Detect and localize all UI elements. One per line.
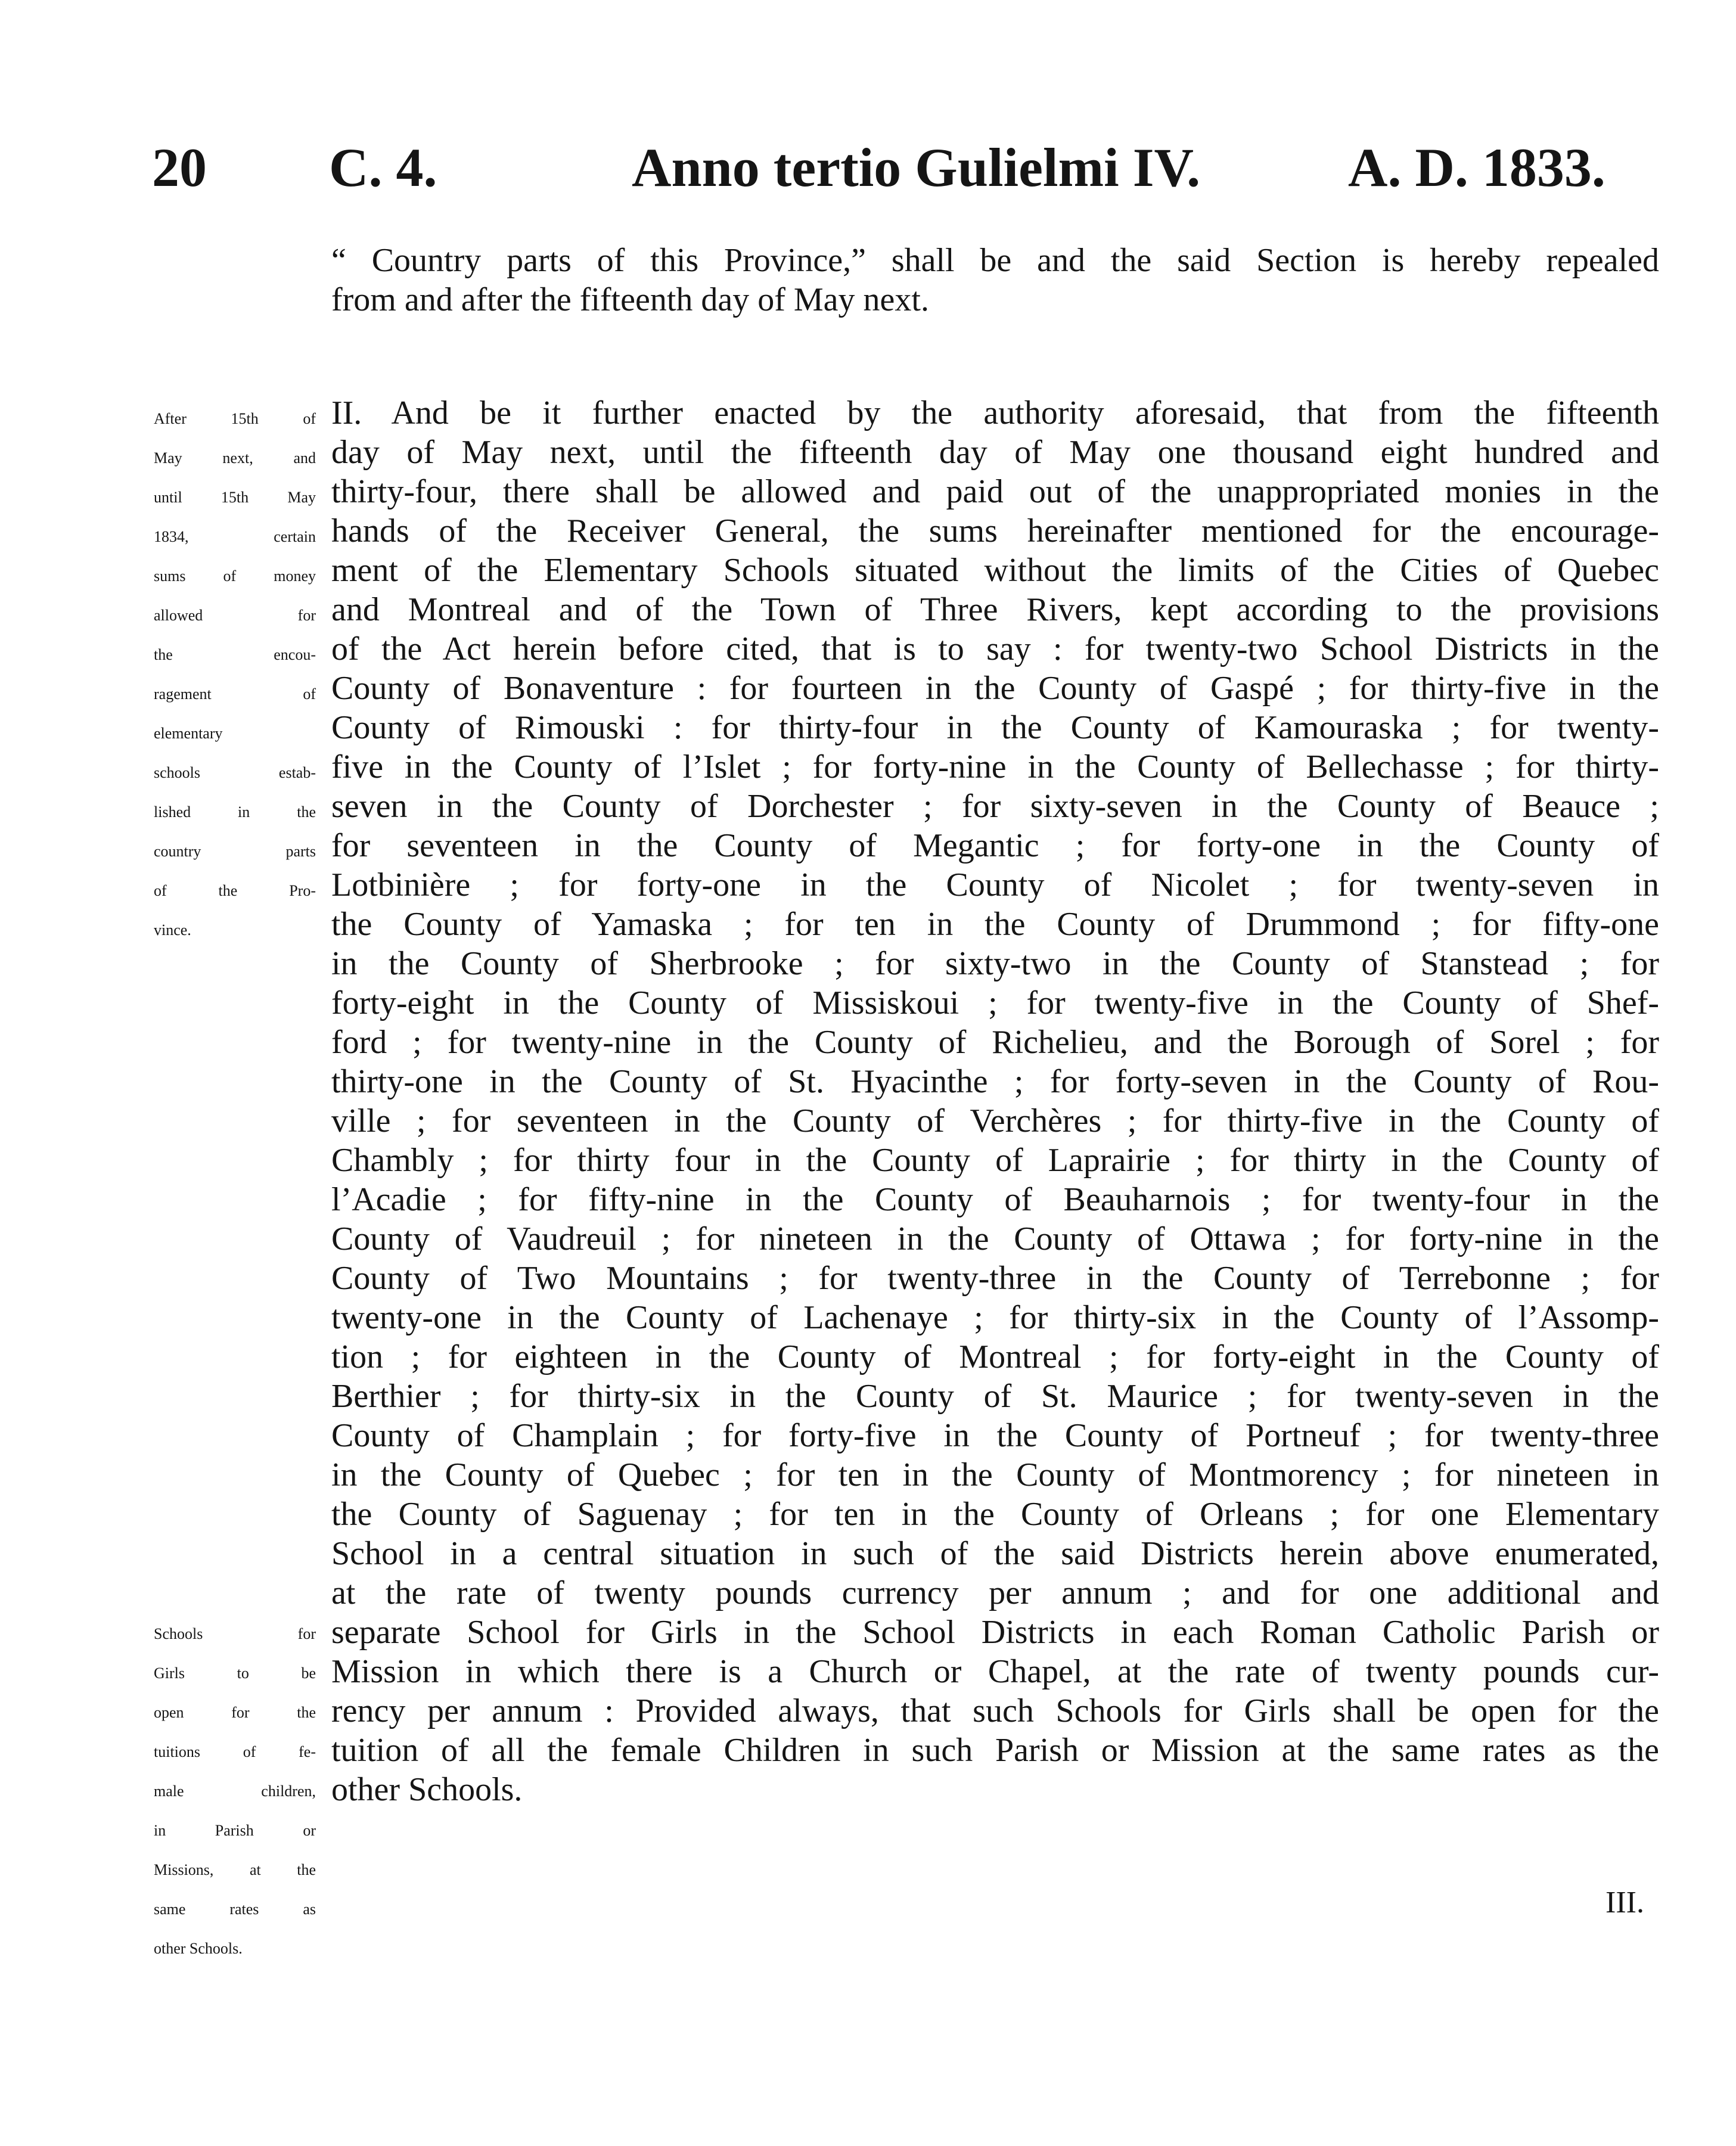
text-line: thirty-four, there shall be allowed and paid out of the unappropriated monies in the [331, 473, 1659, 510]
text-line: forty-eight in the County of Missiskoui ; for twenty-five in the County of Shef- [331, 985, 1659, 1021]
catchword: III. [1605, 1886, 1644, 1920]
text-line: rency per annum : Provided always, that such Schools for Girls shall be open for the [331, 1692, 1659, 1729]
margin-note-line: until 15th May [154, 489, 316, 506]
margin-note-line: Girls to be [154, 1664, 316, 1682]
text-line: twenty-one in the County of Lachenaye ; for thirty-six in the County of l’Assomp- [331, 1299, 1659, 1336]
text-line: day of May next, until the fifteenth day of May one thousand eight hundred and [331, 434, 1659, 471]
text-line: tion ; for eighteen in the County of Montreal ; for forty-eight in the County of [331, 1338, 1659, 1375]
text-line: l’Acadie ; for fifty-nine in the County of Beauharnois ; for twenty-four in the [331, 1181, 1659, 1218]
margin-note-line: same rates as [154, 1900, 316, 1918]
margin-note-section-2 [154, 399, 316, 950]
text-line: hands of the Receiver General, the sums hereinafter mentioned for the encourage- [331, 513, 1659, 549]
margin-note-line: male children, [154, 1782, 316, 1800]
margin-note-line: of the Pro- [154, 882, 316, 899]
margin-note-line: tuitions of fe- [154, 1743, 316, 1760]
text-line: Berthier ; for thirty-six in the County of St. Maurice ; for twenty-seven in the [331, 1378, 1659, 1415]
text-line: from and after the fifteenth day of May next. [331, 281, 929, 318]
text-line: in the County of Quebec ; for ten in the County of Montmorency ; for nineteen in [331, 1456, 1659, 1493]
text-line: tuition of all the female Children in such Parish or Mission at the same rates as the [331, 1732, 1659, 1769]
margin-note-line: Missions, at the [154, 1861, 316, 1878]
margin-note-line: allowed for [154, 607, 316, 624]
text-line: Lotbinière ; for forty-one in the County of Nicolet ; for twenty-seven in [331, 867, 1659, 903]
text-line: County of Champlain ; for forty-five in the County of Portneuf ; for twenty-three [331, 1417, 1659, 1454]
text-line: Mission in which there is a Church or Chapel, at the rate of twenty pounds cur- [331, 1653, 1659, 1690]
margin-note-line: ragement of [154, 685, 316, 703]
text-line: in the County of Sherbrooke ; for sixty-two in the County of Stanstead ; for [331, 945, 1659, 982]
text-line: the County of Yamaska ; for ten in the County of Drummond ; for fifty-one [331, 906, 1659, 943]
page-number: 20 [152, 137, 207, 198]
margin-note-line: lished in the [154, 803, 316, 821]
margin-note-line: schools estab- [154, 764, 316, 781]
text-line: County of Rimouski : for thirty-four in the County of Kamouraska ; for twenty- [331, 709, 1659, 746]
margin-note-line: vince. [154, 921, 191, 939]
text-line: Chambly ; for thirty four in the County of Laprairie ; for thirty in the County of [331, 1142, 1659, 1179]
margin-note-line: Schools for [154, 1625, 316, 1642]
margin-note-line: sums of money [154, 567, 316, 585]
margin-note-girls-schools [154, 1614, 316, 1968]
section-2-paragraph [331, 393, 1659, 1809]
text-line: other Schools. [331, 1771, 523, 1808]
margin-note-line: in Parish or [154, 1822, 316, 1839]
intro-paragraph [331, 241, 1659, 319]
margin-note-line: the encou- [154, 646, 316, 663]
text-line: five in the County of l’Islet ; for forty-nine in the County of Bellechasse ; for thirty- [331, 749, 1659, 785]
text-line: and Montreal and of the Town of Three Rivers, kept according to the provisions [331, 591, 1659, 628]
chapter-label: C. 4. [329, 137, 437, 198]
text-line: County of Two Mountains ; for twenty-three in the County of Terrebonne ; for [331, 1260, 1659, 1297]
text-line: “ Country parts of this Province,” shall be and the said Section is hereby repealed [331, 242, 1659, 279]
text-line: School in a central situation in such of the said Districts herein above enumerated, [331, 1535, 1659, 1572]
text-line: II. And be it further enacted by the authority aforesaid, that from the fifteenth [331, 395, 1659, 431]
text-line: at the rate of twenty pounds currency per annum ; and for one additional and [331, 1574, 1659, 1611]
text-line: County of Vaudreuil ; for nineteen in the County of Ottawa ; for forty-nine in the [331, 1220, 1659, 1257]
margin-note-line: elementary [154, 725, 223, 742]
margin-note-line: country parts [154, 843, 316, 860]
text-line: seven in the County of Dorchester ; for sixty-seven in the County of Beauce ; [331, 788, 1659, 825]
text-line: for seventeen in the County of Megantic ; for forty-one in the County of [331, 827, 1659, 864]
text-line: thirty-one in the County of St. Hyacinthe ; for forty-seven in the County of Rou- [331, 1063, 1659, 1100]
text-line: County of Bonaventure : for fourteen in the County of Gaspé ; for thirty-five in the [331, 670, 1659, 707]
margin-note-line: 1834, certain [154, 528, 316, 545]
margin-note-line: May next, and [154, 449, 316, 467]
text-line: ford ; for twenty-nine in the County of Richelieu, and the Borough of Sorel ; for [331, 1024, 1659, 1061]
margin-note-line: After 15th of [154, 410, 316, 427]
text-line: ville ; for seventeen in the County of Verchères ; for thirty-five in the County of [331, 1102, 1659, 1139]
text-line: the County of Saguenay ; for ten in the County of Orleans ; for one Elementary [331, 1496, 1659, 1533]
year-label: A. D. 1833. [1348, 137, 1605, 198]
margin-note-line: open for the [154, 1704, 316, 1721]
running-title: Anno tertio Gulielmi IV. [632, 137, 1201, 198]
text-line: of the Act herein before cited, that is to say : for twenty-two School Districts in the [331, 631, 1659, 667]
margin-note-line: other Schools. [154, 1940, 243, 1957]
text-line: ment of the Elementary Schools situated without the limits of the Cities of Quebec [331, 552, 1659, 589]
page-header [0, 135, 1736, 200]
text-line: separate School for Girls in the School Districts in each Roman Catholic Parish or [331, 1614, 1659, 1651]
